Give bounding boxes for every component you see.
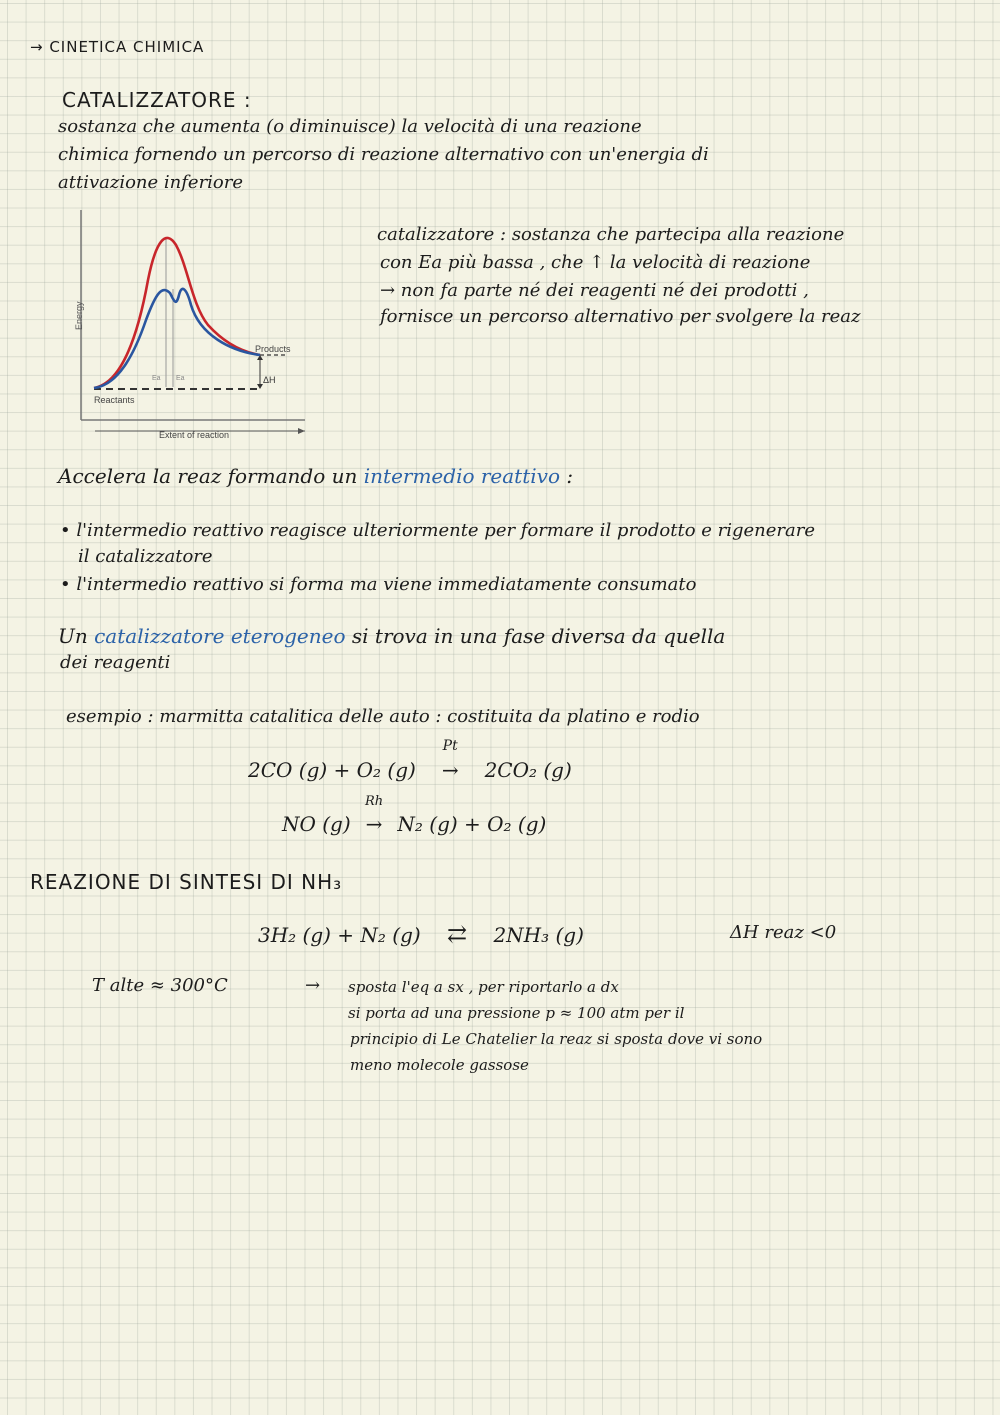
accelera-line (58, 464, 573, 488)
reactants-label: Reactants (94, 395, 135, 405)
definition-line: attivazione inferiore (58, 172, 244, 193)
equation-co-oxidation (248, 738, 572, 782)
page-header: → CINETICA CHIMICA (30, 38, 205, 56)
haber-left: 3H₂ (g) + N₂ (g) (258, 923, 421, 947)
y-axis-label: Energy (74, 301, 84, 330)
bullet-item: • l'intermedio reattivo reagisce ulteriormente per formare il prodotto e rigenerare (60, 520, 816, 541)
t-alte-arrow: → (305, 975, 321, 996)
ea-label-catalyzed: Ea (176, 375, 185, 382)
t-alte-line: si porta ad una pressione p ≈ 100 atm per il (348, 1004, 685, 1022)
intermedio-reattivo-highlight: intermedio reattivo (363, 464, 560, 488)
eq2-arrow: Rh → (357, 812, 391, 836)
equilibrium-arrow: ⇄ (447, 920, 468, 948)
equation-no-reduction (282, 794, 547, 836)
accelera-prefix: Accelera la reaz formando un (58, 464, 358, 488)
side-note-line: catalizzatore : sostanza che partecipa alla reazione (377, 224, 845, 245)
eq2-catalyst: Rh (364, 794, 384, 809)
side-note-line: fornisce un percorso alternativo per svolgere la reaz (380, 306, 861, 327)
eq2-left: NO (g) (282, 812, 351, 836)
definition-line: chimica fornendo un percorso di reazione alternativo con un'energia di (58, 144, 709, 165)
bullet-item: • l'intermedio reattivo si forma ma viene immediatamente consumato (60, 574, 697, 595)
x-axis-arrowhead (298, 428, 305, 434)
products-label: Products (255, 344, 291, 354)
side-note-line: con Ea più bassa , che ↑ la velocità di reazione (380, 252, 811, 273)
equation-haber (258, 920, 584, 948)
catalyzed-curve (94, 289, 260, 388)
eterogeneo-line-2: dei reagenti (60, 652, 171, 673)
t-alte-line: meno molecole gassose (350, 1056, 529, 1074)
catalizzatore-eterogeneo-highlight: catalizzatore eterogeneo (94, 624, 346, 648)
eq2-right: N₂ (g) + O₂ (g) (397, 812, 547, 836)
eterogeneo-line (58, 624, 725, 648)
energy-diagram (70, 205, 315, 445)
section-title-sintesi: REAZIONE DI SINTESI DI NH₃ (30, 870, 343, 894)
section-title-catalizzatore: CATALIZZATORE : (62, 88, 252, 112)
side-note-line: → non fa parte né dei reagenti né dei prodotti , (380, 280, 809, 301)
eterogeneo-suffix: si trova in una fase diversa da quella (351, 624, 726, 648)
eq1-right: 2CO₂ (g) (484, 758, 572, 782)
t-alte-line: principio di Le Chatelier la reaz si sposta dove vi sono (350, 1030, 763, 1048)
energy-diagram-svg (70, 205, 315, 445)
haber-right: 2NH₃ (g) (493, 923, 584, 947)
delta-h-reaz: ΔH reaz <0 (730, 922, 837, 943)
uncatalyzed-curve (94, 238, 260, 388)
eq1-catalyst: Pt (442, 738, 458, 754)
delta-h-label: ΔH (263, 375, 276, 385)
accelera-suffix: : (566, 464, 574, 488)
definition-line: sostanza che aumenta (o diminuisce) la velocità di una reazione (58, 116, 642, 137)
eq1-arrow: Pt → (422, 758, 478, 782)
bullet-item-continuation: il catalizzatore (78, 546, 213, 567)
eq1-left: 2CO (g) + O₂ (g) (248, 758, 416, 782)
x-axis-label: Extent of reaction (159, 430, 230, 440)
ea-label-uncatalyzed: Ea (152, 375, 161, 382)
eterogeneo-prefix: Un (58, 624, 88, 648)
t-alte-label: T alte ≈ 300°C (92, 975, 228, 996)
esempio-line: esempio : marmitta catalitica delle auto : costituita da platino e rodio (66, 706, 700, 727)
t-alte-line: sposta l'eq a sx , per riportarlo a dx (348, 978, 619, 996)
